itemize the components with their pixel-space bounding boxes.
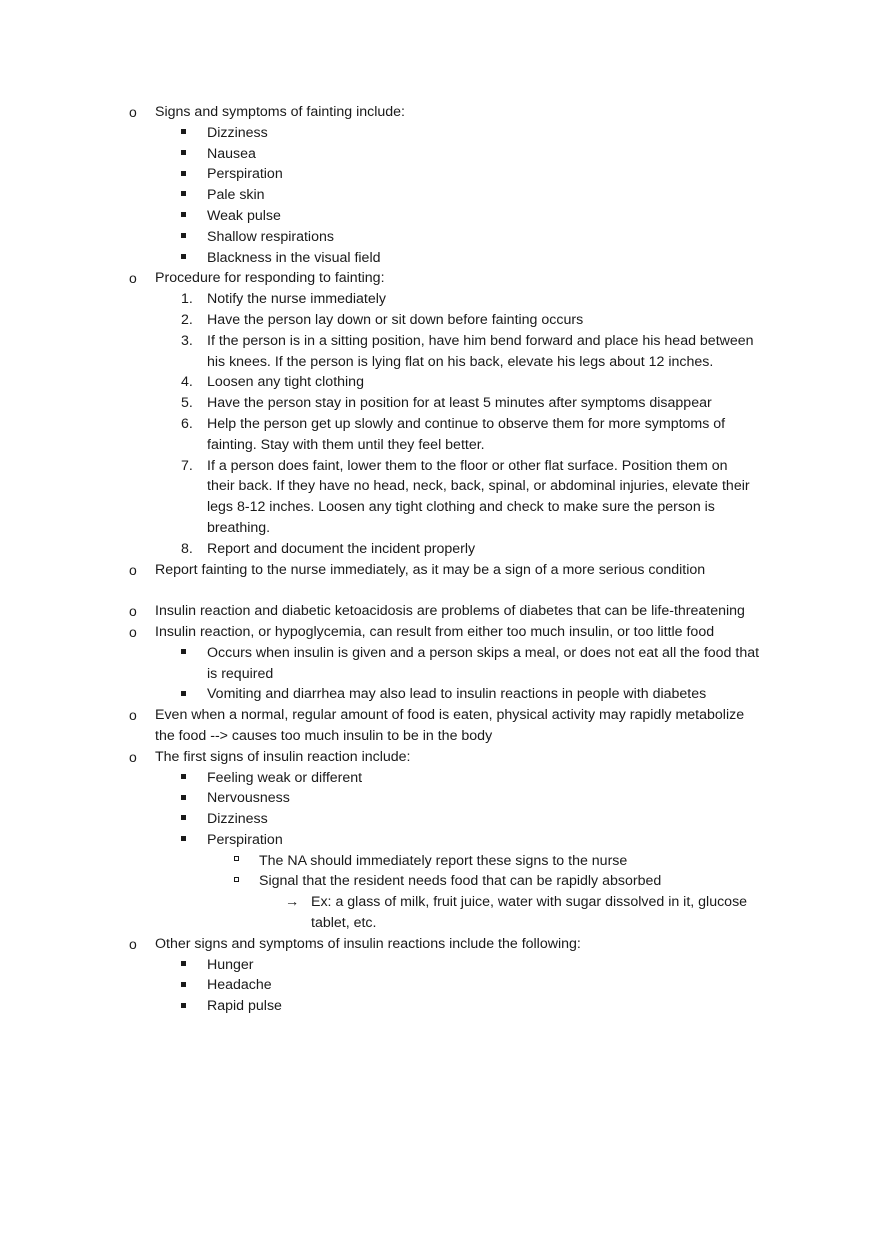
- numbered-item: [0, 372, 880, 393]
- step-text: Notify the nurse immediately: [207, 291, 386, 308]
- sub-note: Signal that the resident needs food that can be rapidly absorbed: [259, 873, 662, 890]
- item-continuation: [0, 664, 880, 685]
- activity-text: Even when a normal, regular amount of food is eaten, physical activity may rapidly metabolize: [155, 707, 745, 724]
- report-note: Report fainting to the nurse immediately, as it may be a sign of a more serious condition: [155, 561, 706, 578]
- step-number: 8.: [181, 540, 193, 557]
- square-bullet-icon: [181, 975, 186, 996]
- square-bullet-icon: [181, 996, 186, 1017]
- square-bullet-icon: [181, 768, 186, 789]
- circle-bullet: o: [129, 707, 137, 724]
- example-text: Ex: a glass of milk, fruit juice, water with sugar dissolved in it, glucose: [311, 894, 748, 911]
- step-text: breathing.: [207, 519, 271, 536]
- square-bullet-icon: [181, 227, 186, 248]
- step-text: his knees. If the person is lying flat on his back, elevate his legs about 12 inches.: [207, 353, 714, 370]
- sign-item: Blackness in the visual field: [207, 249, 381, 266]
- square-bullet-icon: [181, 684, 186, 705]
- step-number: 4.: [181, 374, 193, 391]
- square-bullet-icon: [181, 248, 186, 269]
- sign-item: Hunger: [207, 956, 254, 973]
- list-item: [0, 185, 880, 206]
- numbered-item: [0, 414, 880, 435]
- list-item: [0, 123, 880, 144]
- step-text: their back. If they have no head, neck, back, spinal, or abdominal injuries, elevate their: [207, 478, 750, 495]
- list-item: [0, 560, 880, 581]
- numbered-item: [0, 539, 880, 560]
- numbered-item: [0, 331, 880, 352]
- square-bullet-icon: [181, 144, 186, 165]
- other-signs-heading: Other signs and symptoms of insulin reactions include the following:: [155, 935, 581, 952]
- list-item: [0, 268, 880, 289]
- step-text: Loosen any tight clothing: [207, 374, 364, 391]
- list-item: [0, 892, 880, 913]
- step-text: Have the person stay in position for at least 5 minutes after symptoms disappear: [207, 395, 712, 412]
- sign-item: Perspiration: [207, 166, 283, 183]
- list-item: [0, 830, 880, 851]
- list-item: [0, 934, 880, 955]
- sign-item: Nervousness: [207, 790, 290, 807]
- numbered-item: [0, 393, 880, 414]
- list-item: [0, 206, 880, 227]
- step-number: 5.: [181, 395, 193, 412]
- list-item: [0, 102, 880, 123]
- list-item: [0, 955, 880, 976]
- first-signs-heading: The first signs of insulin reaction include:: [155, 748, 411, 765]
- list-item: [0, 975, 880, 996]
- numbered-item: [0, 456, 880, 477]
- sign-item: Dizziness: [207, 811, 268, 828]
- item-continuation: [0, 913, 880, 934]
- square-bullet-icon: [181, 643, 186, 664]
- circle-bullet: o: [129, 561, 137, 578]
- step-number: 6.: [181, 415, 193, 432]
- list-item: [0, 871, 880, 892]
- sign-item: Weak pulse: [207, 207, 281, 224]
- list-item: [0, 164, 880, 185]
- hollow-square-bullet-icon: [234, 871, 239, 892]
- step-text: If a person does faint, lower them to the floor or other flat surface. Position them on: [207, 457, 728, 474]
- step-number: 3.: [181, 332, 193, 349]
- step-continuation: [0, 476, 880, 497]
- square-bullet-icon: [181, 206, 186, 227]
- list-item: [0, 788, 880, 809]
- step-text: Help the person get up slowly and continue to observe them for more symptoms of: [207, 415, 726, 432]
- step-text: legs 8-12 inches. Loosen any tight clothing and check to make sure the person is: [207, 499, 715, 516]
- step-text: Have the person lay down or sit down before fainting occurs: [207, 311, 584, 328]
- step-continuation: [0, 518, 880, 539]
- list-item: [0, 705, 880, 726]
- cause-item: Occurs when insulin is given and a person skips a meal, or does not eat all the food that: [207, 644, 760, 661]
- list-item: [0, 601, 880, 622]
- sub-note: The NA should immediately report these signs to the nurse: [259, 852, 628, 869]
- sign-item: Perspiration: [207, 831, 283, 848]
- insulin-reaction-text: Insulin reaction, or hypoglycemia, can result from either too much insulin, or too little food: [155, 623, 715, 640]
- step-text: Report and document the incident properly: [207, 540, 476, 557]
- list-item: [0, 851, 880, 872]
- numbered-item: [0, 289, 880, 310]
- step-continuation: [0, 497, 880, 518]
- step-text: fainting. Stay with them until they feel better.: [207, 436, 485, 453]
- square-bullet-icon: [181, 809, 186, 830]
- square-bullet-icon: [181, 185, 186, 206]
- procedure-heading: Procedure for responding to fainting:: [155, 270, 385, 287]
- circle-bullet: o: [129, 104, 137, 120]
- arrow-right-icon: →: [285, 894, 300, 911]
- document-page: [0, 102, 880, 1017]
- square-bullet-icon: [181, 123, 186, 144]
- list-item: [0, 622, 880, 643]
- activity-text: the food --> causes too much insulin to be in the body: [155, 727, 493, 744]
- sign-item: Headache: [207, 977, 272, 994]
- step-number: 2.: [181, 311, 193, 328]
- cause-item: Vomiting and diarrhea may also lead to insulin reactions in people with diabetes: [207, 686, 707, 703]
- sign-item: Nausea: [207, 145, 256, 162]
- diabetes-intro: Insulin reaction and diabetic ketoacidosis are problems of diabetes that can be life-threatening: [155, 603, 745, 620]
- circle-bullet: o: [129, 748, 137, 765]
- circle-bullet: o: [129, 603, 137, 620]
- step-continuation: [0, 352, 880, 373]
- circle-bullet: o: [129, 270, 137, 287]
- numbered-item: [0, 310, 880, 331]
- list-item: [0, 248, 880, 269]
- example-text: tablet, etc.: [311, 915, 377, 932]
- circle-bullet: o: [129, 935, 137, 952]
- list-item: [0, 684, 880, 705]
- step-continuation: [0, 435, 880, 456]
- list-item: [0, 144, 880, 165]
- list-item: [0, 996, 880, 1017]
- list-item: [0, 747, 880, 768]
- sign-item: Rapid pulse: [207, 998, 282, 1015]
- square-bullet-icon: [181, 164, 186, 185]
- blank-line: [0, 580, 880, 601]
- sign-item: Feeling weak or different: [207, 769, 363, 786]
- sign-item: Pale skin: [207, 187, 265, 204]
- list-item: [0, 768, 880, 789]
- sign-item: Shallow respirations: [207, 228, 334, 245]
- list-item: [0, 227, 880, 248]
- cause-item: is required: [207, 665, 274, 682]
- fainting-signs-heading: Signs and symptoms of fainting include:: [155, 104, 405, 120]
- sign-item: Dizziness: [207, 124, 268, 141]
- hollow-square-bullet-icon: [234, 851, 239, 872]
- step-number: 1.: [181, 291, 193, 308]
- square-bullet-icon: [181, 955, 186, 976]
- circle-bullet: o: [129, 623, 137, 640]
- item-continuation: [0, 726, 880, 747]
- step-number: 7.: [181, 457, 193, 474]
- list-item: [0, 643, 880, 664]
- square-bullet-icon: [181, 830, 186, 851]
- list-item: [0, 809, 880, 830]
- square-bullet-icon: [181, 788, 186, 809]
- step-text: If the person is in a sitting position, have him bend forward and place his head between: [207, 332, 754, 349]
